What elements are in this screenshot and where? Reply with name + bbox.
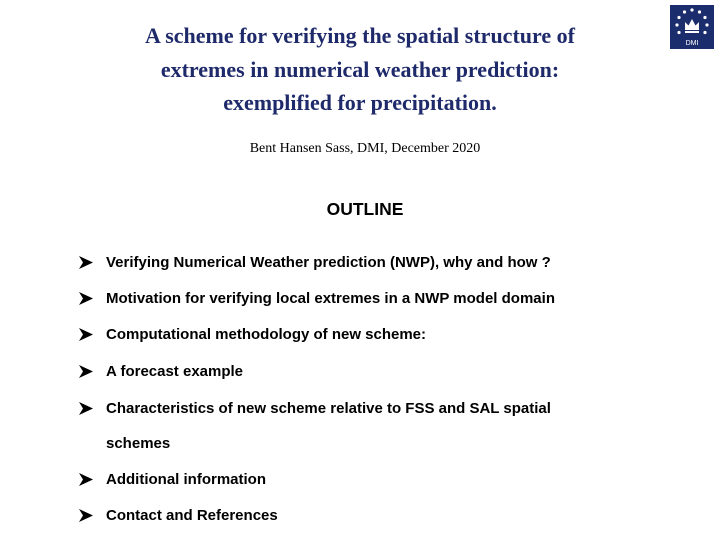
outline-item-text: Verifying Numerical Weather prediction (NWP), why and how ? xyxy=(106,254,551,271)
arrow-bullet-icon xyxy=(79,509,93,522)
arrow-bullet-icon xyxy=(79,473,93,486)
outline-item-text: A forecast example xyxy=(106,363,244,380)
slide-title xyxy=(60,19,660,120)
logo-text: DMI xyxy=(685,40,699,47)
outline-item-text: Computational methodology of new scheme: xyxy=(106,326,427,343)
outline-heading: OUTLINE xyxy=(326,199,404,219)
dmi-crown-logo-icon xyxy=(670,5,714,49)
outline-item-text: Characteristics of new scheme relative to FSS and SAL spatial xyxy=(106,400,551,417)
title-line-2: extremes in numerical weather prediction: xyxy=(160,56,560,82)
outline-item-text: Additional information xyxy=(106,471,266,488)
outline-item-text: Contact and References xyxy=(106,507,278,524)
title-line-3: exemplified for precipitation. xyxy=(223,90,497,115)
title-line-1: A scheme for verifying the spatial structure of xyxy=(145,23,575,48)
author-line: Bent Hansen Sass, DMI, December 2020 xyxy=(249,141,481,156)
arrow-bullet-icon xyxy=(79,365,93,378)
arrow-bullet-icon xyxy=(79,328,93,341)
outline-item-continuation: schemes xyxy=(106,435,171,452)
arrow-bullet-icon xyxy=(79,292,93,305)
arrow-bullet-icon xyxy=(79,256,93,269)
outline-item-text: Motivation for verifying local extremes in a NWP model domain xyxy=(106,290,555,307)
dmi-logo xyxy=(670,5,714,49)
arrow-bullet-icon xyxy=(79,402,93,415)
